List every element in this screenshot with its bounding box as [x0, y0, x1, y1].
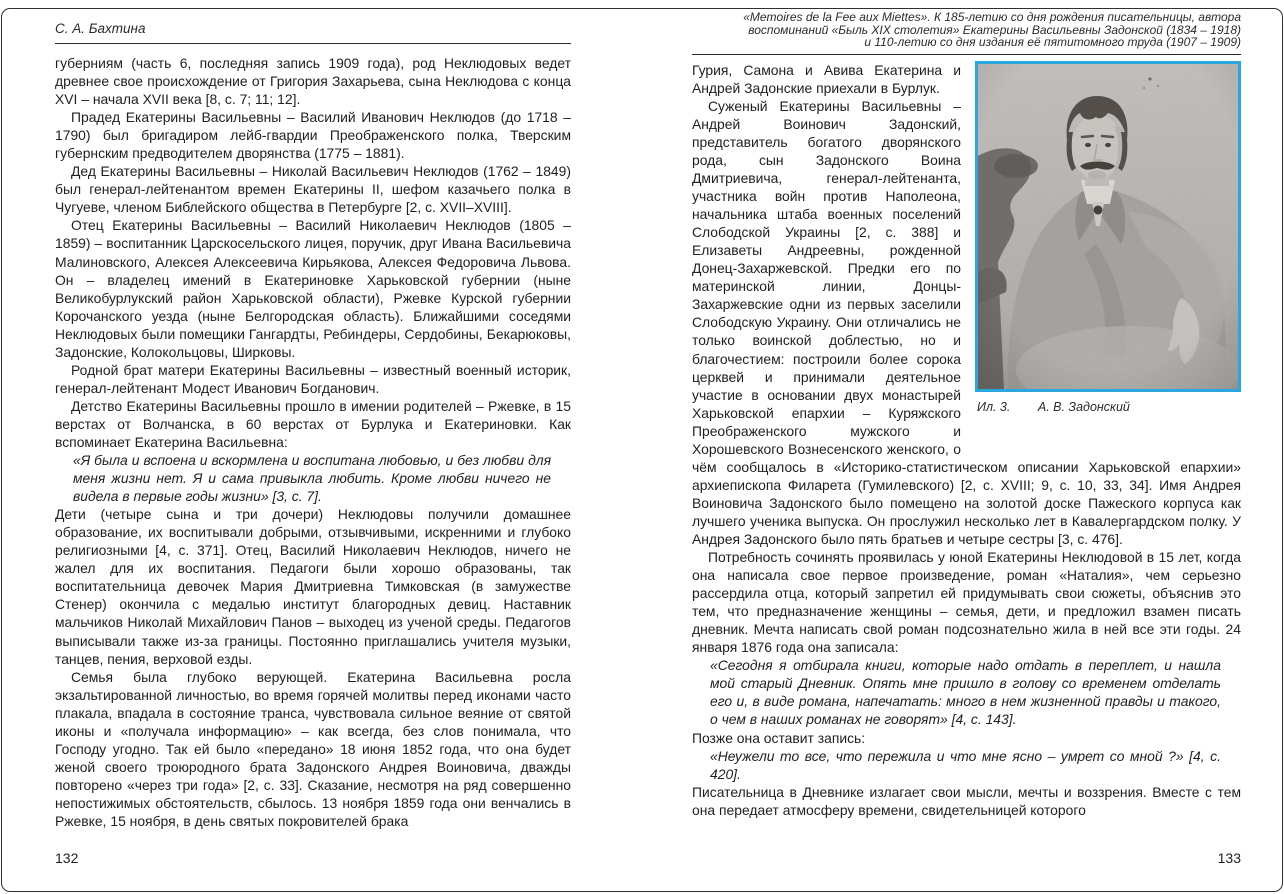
running-header-line: «Memoires de la Fee aux Miettes». К 185-летию со дня рождения писательницы, автора: [743, 10, 1241, 24]
left-running-header: [55, 21, 571, 44]
portrait-photo: [975, 61, 1241, 392]
left-page-number: 132: [55, 850, 79, 866]
right-page-body: [692, 61, 1241, 819]
right-page-number: 133: [1217, 850, 1241, 866]
paragraph: Дед Екатерины Васильевны – Николай Васильевич Неклюдов (1762 – 1849) был генерал-лейтенантом времен Екатерины II, шефом казачьего полка в Чугуеве, членом Библейского общества в Петербурге [2, с. XVII–XVIII].: [55, 163, 571, 216]
left-page: [55, 21, 571, 830]
paragraph: Семья была глубоко верующей. Екатерина Васильевна росла экзальтированной личностью, во время горячей молитвы перед иконами часто плакала, впадала в состояние транса, чувствовала сильное веяние от святой иконы и «получала информацию» – как всегда, без слов понимала, что Господу угодно. Так ей было «передано» 18 июня 1852 года, что она будет женой своего троюродного брата Задонского Андрея Воиновича, дважды повторено «через три года» [2, с. 33]. Сказание, несмотря на ряд совершенно непостижимых обстоятельств, сбылось. 13 ноября 1859 года они венчались в Ржевке, 15 ноября, в день святых покровителей брака: [55, 668, 571, 829]
paragraph: Суженый Екатерины Васильевны – Андрей Воинович Задонский, представитель богатого дворянского рода, сын Задонского Воина Дмитриевича, генерал-лейтенанта, участника войн против Наполеона, начальника штаба военных поселений Слободской Украины [2, с. 388] и Елизаветы Андреевны, рожденной Донец-Захаржевской. Предки его по материнской линии, Донцы-Захаржевские одни из первых заселили Слободскую Украину. Они отличались не только воинской доблестью, но и благочестием: построили более сорока церквей и принимали деятельное участие в основании двух монастырей Харьковской епархии – Куряжского Преображенского мужского и Хорошевского Вознесенского женского, о чём сообщалось в «Историко-статистическом описании Харьковской епархии» архиепископа Филарета (Гумилевского) [2, с. XVIII; 9, с. 10, 33, 34]. Имя Андрея Воиновича Задонского было помещено на золотой доске Пажеского корпуса как лучшего ученика выпуска. Он прослужил несколько лет в Кавалергардском полку. У Андрея Задонского было пять братьев и четыре сестры [3, с. 476].: [692, 97, 1241, 547]
running-header-line: и 110-летию со дня издания её пятитомного труда (1907 – 1909): [864, 35, 1241, 50]
left-page-body: [55, 54, 571, 830]
author-name: С. А. Бахтина: [55, 21, 146, 36]
quote-paragraph: «Сегодня я отбирала книги, которые надо отдать в переплет, и нашла мой старый Дневник. Опять мне пришло в голову со временем отделать его и, в виде романа, напечатать: много в нем жизненной правды и такого, о чем в наших романах не говорят» [4, с. 143].: [710, 657, 1221, 728]
running-header-line: воспоминаний «Быль XIX столетия» Екатерины Васильевны Задонской (1834 – 1918): [748, 22, 1241, 37]
paragraph: Писательница в Дневнике излагает свои мысли, мечты и воззрения. Вместе с тем она передает атмосферу времени, свидетельницей которого: [692, 783, 1241, 818]
paragraph: Гурия, Самона и Авива Екатерина и Андрей Задонские приехали в Бурлук.: [692, 61, 961, 96]
figure-caption-label: Ил. 3.: [977, 399, 1011, 414]
portrait-figure: [975, 61, 1241, 414]
paragraph: Детство Екатерины Васильевны прошло в имении родителей – Ржевке, в 15 верстах от Волчанска, в 60 верстах от Бурлука и Екатериновки. Как вспоминает Екатерина Васильевна:: [55, 397, 571, 450]
paragraph: Позже она оставит запись:: [692, 729, 866, 746]
portrait-illustration: [978, 64, 1238, 389]
quote-paragraph: «Я была и вспоена и вскормлена и воспитана любовью, и без любви для меня жизни нет. Я и сама привыкла любить. Кроме любви ничего не видела в первые годы жизни» [3, с. 7].: [73, 452, 551, 505]
paragraph: губерниям (часть 6, последняя запись 1909 года), род Неклюдовых ведет древнее свое происхождение от Григория Захарьева, сына Неклюдова с конца XVI – начала XVII века [8, с. 7; 11; 12].: [55, 55, 571, 108]
right-page: [692, 11, 1241, 819]
figure-caption: [975, 400, 1241, 414]
right-running-header: [692, 11, 1241, 55]
paragraph: Прадед Екатерины Васильевны – Василий Иванович Неклюдов (до 1718 – 1790) был бригадиром лейб-гвардии Преображенского полка, Тверским губернским предводителем дворянства (1775 – 1881).: [55, 109, 571, 162]
quote-paragraph: «Неужели то все, что пережила и что мне ясно – умрет со мной ?» [4, с. 420].: [710, 747, 1221, 782]
paragraph: Отец Екатерины Васильевны – Василий Николаевич Неклюдов (1805 – 1859) – воспитанник Царскосельского лицея, поручик, друг Ивана Васильевича Малиновского, Алексея Алексеевича Кирьякова, Алексея Федоровича Львова. Он – владелец имений в Екатериновке Харьковской губернии (ныне Великобурлукский район Харьковской области), Ржевке Курской губернии Корочанского уезда (ныне Белгородская область). Ближайшими соседями Неклюдовых были помещики Гангардты, Ребиндеры, Сердобины, Бекарюковы, Задонские, Колокольцовы, Ширковы.: [55, 217, 571, 360]
paragraph: Родной брат матери Екатерины Васильевны – известный военный историк, генерал-лейтенант Модест Иванович Богданович.: [55, 361, 571, 396]
paragraph: Дети (четыре сына и три дочери) Неклюдовы получили домашнее образование, их воспитывали добрыми, отзывчивыми, искренними и глубоко религиозными [4, с. 371]. Отец, Василий Николаевич Неклюдов, ничего не жалел для их воспитания. Педагоги были хорошо образованы, так воспитательница девочек Мария Дмитриевна Тимковская (в замужестве Стенер) окончила с медалью институт благородных девиц. Наставник мальчиков Николай Михайлович Панов – выходец из ученой среды. Педагогов выписывали также из-за границы. Постоянно приглашались учителя музыки, танцев, пения, верховой езды.: [55, 506, 571, 667]
paragraph: Потребность сочинять проявилась у юной Екатерины Неклюдовой в 15 лет, когда она написала свое первое произведение, роман «Наталия», чем серьезно рассердила отца, который запретил ей придумывать свои сюжеты, объяснив это тем, что предназначение женщины – семья, дети, и предложил взамен писать дневник. Мечта написать свой роман подсознательно жила в ней все эти годы. 24 января 1876 года она записала:: [692, 549, 1241, 656]
figure-caption-title: А. В. Задонский: [1037, 399, 1130, 414]
